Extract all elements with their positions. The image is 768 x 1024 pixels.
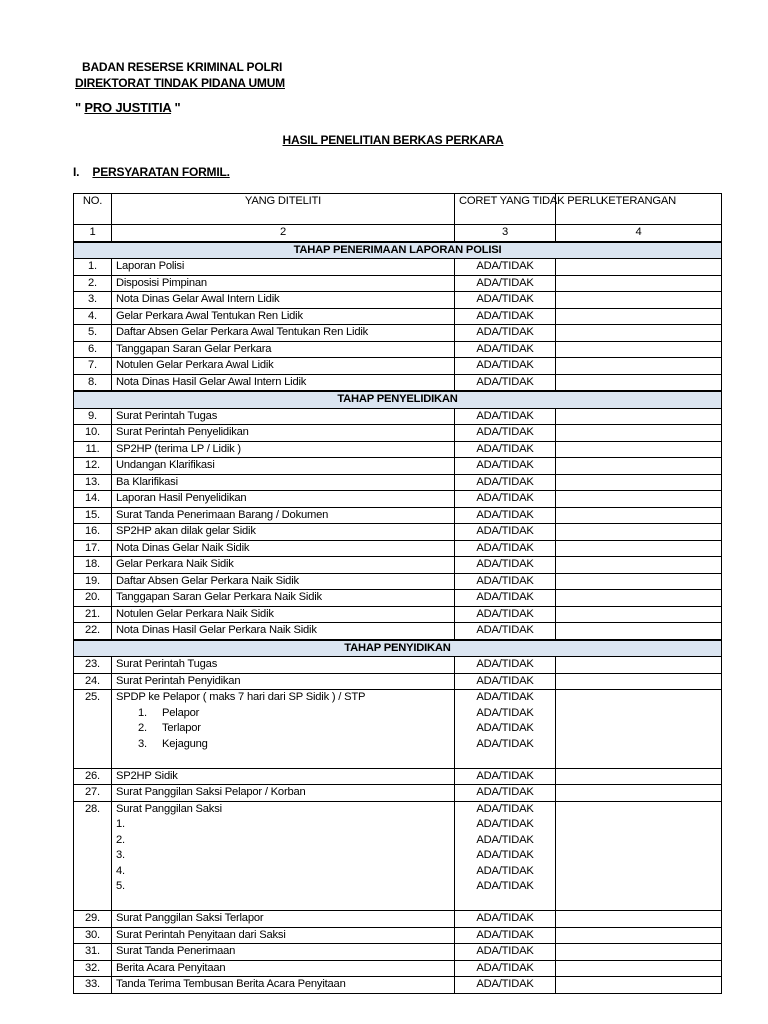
row-item	[112, 911, 455, 928]
item-label: SPDP ke Pelapor ( maks 7 hari dari SP Sidik ) / STP	[116, 691, 366, 703]
table-row	[74, 801, 722, 911]
status-option: ADA/TIDAK	[476, 326, 534, 338]
status-option: ADA/TIDAK	[476, 459, 534, 471]
row-number: 2.	[74, 275, 112, 292]
column-index-row	[74, 225, 722, 242]
row-number: 1.	[74, 259, 112, 276]
row-number: 32.	[74, 960, 112, 977]
table-header-row	[74, 194, 722, 225]
row-status	[455, 292, 556, 309]
row-status	[455, 325, 556, 342]
status-option: ADA/TIDAK	[476, 880, 534, 892]
row-note	[556, 557, 722, 574]
table-row	[74, 944, 722, 961]
table-row	[74, 673, 722, 690]
row-note	[556, 292, 722, 309]
item-label: Notulen Gelar Perkara Awal Lidik	[116, 359, 274, 371]
row-status	[455, 606, 556, 623]
row-number: 22.	[74, 623, 112, 640]
sub-item	[116, 706, 450, 722]
row-number: 27.	[74, 785, 112, 802]
sub-item-label: Kejagung	[162, 737, 208, 750]
item-label: Laporan Polisi	[116, 260, 185, 272]
row-note	[556, 927, 722, 944]
col-header-note: KETERANGAN	[556, 194, 722, 225]
blank-line	[459, 895, 551, 911]
sub-item-label: Terlapor	[162, 722, 201, 734]
item-label: Surat Panggilan Saksi Terlapor	[116, 912, 264, 924]
status-option: ADA/TIDAK	[476, 658, 534, 670]
sub-item-number: 3.	[116, 849, 125, 861]
table-row	[74, 325, 722, 342]
status-option: ADA/TIDAK	[476, 260, 534, 272]
row-note	[556, 960, 722, 977]
status-option: ADA/TIDAK	[476, 674, 534, 687]
item-label: Surat Panggilan Saksi	[116, 802, 222, 815]
section-label: PERSYARATAN FORMIL.	[92, 165, 230, 179]
row-number: 30.	[74, 927, 112, 944]
table-row	[74, 358, 722, 375]
row-note	[556, 768, 722, 785]
item-label: Nota Dinas Hasil Gelar Awal Intern Lidik	[116, 375, 307, 388]
row-note	[556, 275, 722, 292]
row-item	[112, 524, 455, 541]
row-number: 29.	[74, 911, 112, 928]
item-label: Surat Panggilan Saksi Pelapor / Korban	[116, 786, 306, 798]
row-item	[112, 657, 455, 674]
row-item	[112, 690, 455, 769]
row-item	[112, 425, 455, 442]
row-number: 8.	[74, 374, 112, 391]
table-row	[74, 768, 722, 785]
row-item	[112, 474, 455, 491]
row-number: 12.	[74, 458, 112, 475]
status-option: ADA/TIDAK	[476, 912, 534, 924]
sub-item-number: 1.	[116, 818, 125, 830]
table-row	[74, 785, 722, 802]
table-row	[74, 911, 722, 928]
table-row	[74, 491, 722, 508]
table-row	[74, 690, 722, 769]
column-index: 2	[112, 225, 455, 242]
status-option: ADA/TIDAK	[476, 525, 534, 537]
row-status	[455, 623, 556, 640]
checklist-table	[73, 193, 722, 994]
table-row	[74, 275, 722, 292]
row-item	[112, 341, 455, 358]
row-status	[455, 458, 556, 475]
row-number: 28.	[74, 801, 112, 911]
stage-row	[74, 640, 722, 657]
row-note	[556, 573, 722, 590]
table-row	[74, 557, 722, 574]
pro-justitia-label: " PRO JUSTITIA "	[75, 100, 181, 115]
item-label: Notulen Gelar Perkara Naik Sidik	[116, 607, 274, 620]
status-option: ADA/TIDAK	[476, 691, 534, 703]
row-note	[556, 341, 722, 358]
status-option: ADA/TIDAK	[476, 849, 534, 861]
row-status	[455, 341, 556, 358]
row-status	[455, 491, 556, 508]
item-label: Surat Perintah Tugas	[116, 658, 218, 670]
sub-item	[116, 737, 450, 753]
row-note	[556, 590, 722, 607]
row-status	[455, 441, 556, 458]
table-row	[74, 308, 722, 325]
item-label: Gelar Perkara Awal Tentukan Ren Lidik	[116, 309, 303, 322]
item-label: Tanggapan Saran Gelar Perkara Naik Sidik	[116, 591, 322, 603]
table-row	[74, 292, 722, 309]
row-number: 26.	[74, 768, 112, 785]
item-label: Gelar Perkara Naik Sidik	[116, 558, 234, 570]
row-status	[455, 308, 556, 325]
status-option: ADA/TIDAK	[476, 945, 534, 957]
sub-item	[116, 721, 450, 737]
status-option: ADA/TIDAK	[476, 492, 534, 504]
row-item	[112, 491, 455, 508]
row-item	[112, 623, 455, 640]
status-option: ADA/TIDAK	[476, 508, 534, 521]
status-option: ADA/TIDAK	[476, 293, 534, 305]
row-note	[556, 441, 722, 458]
item-label: SP2HP akan dilak gelar Sidik	[116, 525, 256, 537]
status-option: ADA/TIDAK	[476, 786, 534, 798]
row-number: 13.	[74, 474, 112, 491]
item-label: Daftar Absen Gelar Perkara Awal Tentukan Ren Lidik	[116, 326, 369, 338]
status-option: ADA/TIDAK	[476, 833, 534, 846]
column-index: 1	[74, 225, 112, 242]
column-index: 4	[556, 225, 722, 242]
sub-item-number: 1.	[138, 706, 147, 719]
item-label: Tanggapan Saran Gelar Perkara	[116, 342, 272, 355]
row-note	[556, 325, 722, 342]
row-number: 18.	[74, 557, 112, 574]
table-row	[74, 657, 722, 674]
row-number: 14.	[74, 491, 112, 508]
row-note	[556, 540, 722, 557]
sub-item-number: 4.	[116, 864, 125, 877]
table-row	[74, 458, 722, 475]
row-note	[556, 606, 722, 623]
row-note	[556, 944, 722, 961]
status-option: ADA/TIDAK	[476, 722, 534, 734]
table-row	[74, 960, 722, 977]
item-label: Nota Dinas Gelar Awal Intern Lidik	[116, 293, 280, 305]
table-row	[74, 927, 722, 944]
row-number: 16.	[74, 524, 112, 541]
status-option: ADA/TIDAK	[476, 558, 534, 570]
row-number: 19.	[74, 573, 112, 590]
row-status	[455, 977, 556, 994]
row-status	[455, 911, 556, 928]
agency-name: BADAN RESERSE KRIMINAL POLRI	[82, 60, 283, 74]
status-option: ADA/TIDAK	[476, 864, 534, 877]
row-note	[556, 408, 722, 425]
status-option: ADA/TIDAK	[476, 928, 534, 941]
row-status	[455, 573, 556, 590]
row-status	[455, 425, 556, 442]
item-label: Tanda Terima Tembusan Berita Acara Penyitaan	[116, 978, 346, 990]
row-note	[556, 425, 722, 442]
col-header-item: YANG DITELITI	[112, 194, 455, 225]
item-label: Berita Acara Penyitaan	[116, 961, 226, 974]
status-option: ADA/TIDAK	[476, 409, 534, 422]
stage-row	[74, 242, 722, 259]
row-item	[112, 540, 455, 557]
directorate-name: DIREKTORAT TINDAK PIDANA UMUM	[75, 76, 285, 90]
row-item	[112, 977, 455, 994]
row-item	[112, 507, 455, 524]
row-status	[455, 673, 556, 690]
status-option: ADA/TIDAK	[476, 961, 534, 974]
row-item	[112, 801, 455, 911]
table-row	[74, 259, 722, 276]
row-item	[112, 259, 455, 276]
row-number: 6.	[74, 341, 112, 358]
item-label: SP2HP (terima LP / Lidik )	[116, 442, 241, 455]
table-row	[74, 441, 722, 458]
row-number: 24.	[74, 673, 112, 690]
blank-line	[116, 752, 450, 768]
row-item	[112, 960, 455, 977]
row-item	[112, 358, 455, 375]
row-item	[112, 292, 455, 309]
item-label: Undangan Klarifikasi	[116, 459, 215, 471]
item-label: Daftar Absen Gelar Perkara Naik Sidik	[116, 574, 299, 587]
table-row	[74, 425, 722, 442]
table-row	[74, 374, 722, 391]
row-note	[556, 474, 722, 491]
row-status	[455, 275, 556, 292]
row-item	[112, 275, 455, 292]
stage-title: TAHAP PENERIMAAN LAPORAN POLISI	[74, 242, 722, 259]
item-label: Disposisi Pimpinan	[116, 276, 207, 289]
row-status	[455, 785, 556, 802]
row-number: 20.	[74, 590, 112, 607]
stage-title: TAHAP PENYIDIKAN	[74, 640, 722, 657]
row-number: 17.	[74, 540, 112, 557]
status-option: ADA/TIDAK	[476, 978, 534, 990]
row-status	[455, 927, 556, 944]
status-option: ADA/TIDAK	[476, 706, 534, 719]
status-option: ADA/TIDAK	[476, 375, 534, 388]
item-label: Surat Tanda Penerimaan	[116, 945, 236, 957]
status-option: ADA/TIDAK	[476, 342, 534, 355]
row-status	[455, 507, 556, 524]
table-row	[74, 623, 722, 640]
row-item	[112, 768, 455, 785]
row-note	[556, 977, 722, 994]
row-item	[112, 573, 455, 590]
row-item	[112, 441, 455, 458]
table-row	[74, 573, 722, 590]
row-item	[112, 590, 455, 607]
table-row	[74, 507, 722, 524]
sub-item-number: 2.	[116, 833, 125, 846]
status-option: ADA/TIDAK	[476, 276, 534, 289]
row-note	[556, 308, 722, 325]
status-option: ADA/TIDAK	[476, 607, 534, 620]
row-status	[455, 557, 556, 574]
row-note	[556, 673, 722, 690]
col-header-status: CORET YANG TIDAK PERLU	[455, 194, 556, 225]
item-label: Surat Tanda Penerimaan Barang / Dokumen	[116, 508, 329, 521]
row-number: 4.	[74, 308, 112, 325]
table-row	[74, 474, 722, 491]
row-number: 10.	[74, 425, 112, 442]
row-item	[112, 927, 455, 944]
table-row	[74, 408, 722, 425]
row-status	[455, 358, 556, 375]
row-note	[556, 657, 722, 674]
row-number: 7.	[74, 358, 112, 375]
row-item	[112, 606, 455, 623]
status-option: ADA/TIDAK	[476, 442, 534, 455]
sub-item-label: Pelapor	[162, 706, 200, 719]
row-item	[112, 458, 455, 475]
status-option: ADA/TIDAK	[476, 769, 534, 782]
item-label: Nota Dinas Hasil Gelar Perkara Naik Sidik	[116, 624, 317, 636]
row-status	[455, 960, 556, 977]
row-status	[455, 657, 556, 674]
row-note	[556, 491, 722, 508]
row-note	[556, 801, 722, 911]
row-number: 33.	[74, 977, 112, 994]
status-option: ADA/TIDAK	[476, 574, 534, 587]
sub-item-number: 5.	[116, 880, 125, 892]
row-note	[556, 358, 722, 375]
sub-item-number: 2.	[138, 722, 147, 734]
blank-line	[459, 752, 551, 768]
row-status	[455, 524, 556, 541]
status-option: ADA/TIDAK	[476, 359, 534, 371]
section-number: I.	[73, 165, 80, 179]
item-label: Surat Perintah Penyitaan dari Saksi	[116, 928, 286, 941]
row-note	[556, 911, 722, 928]
item-label: Surat Perintah Tugas	[116, 409, 218, 422]
row-item	[112, 308, 455, 325]
row-status	[455, 690, 556, 769]
status-option: ADA/TIDAK	[476, 818, 534, 830]
table-row	[74, 540, 722, 557]
status-option: ADA/TIDAK	[476, 802, 534, 815]
status-option: ADA/TIDAK	[476, 591, 534, 603]
table-row	[74, 524, 722, 541]
row-number: 11.	[74, 441, 112, 458]
row-status	[455, 408, 556, 425]
blank-line	[116, 895, 450, 911]
row-item	[112, 374, 455, 391]
table-row	[74, 341, 722, 358]
item-label: Surat Perintah Penyidikan	[116, 674, 241, 687]
item-label: SP2HP Sidik	[116, 769, 178, 782]
row-number: 9.	[74, 408, 112, 425]
row-item	[112, 557, 455, 574]
row-item	[112, 325, 455, 342]
row-number: 31.	[74, 944, 112, 961]
row-note	[556, 785, 722, 802]
section-heading	[73, 165, 230, 179]
stage-row	[74, 391, 722, 408]
table-row	[74, 977, 722, 994]
row-status	[455, 259, 556, 276]
status-option: ADA/TIDAK	[476, 541, 534, 554]
row-note	[556, 507, 722, 524]
stage-title: TAHAP PENYELIDIKAN	[74, 391, 722, 408]
column-index: 3	[455, 225, 556, 242]
row-status	[455, 474, 556, 491]
item-label: Nota Dinas Gelar Naik Sidik	[116, 541, 250, 554]
item-label: Laporan Hasil Penyelidikan	[116, 492, 247, 504]
col-header-no: NO.	[74, 194, 112, 225]
row-status	[455, 801, 556, 911]
table-row	[74, 590, 722, 607]
row-item	[112, 944, 455, 961]
row-note	[556, 690, 722, 769]
row-note	[556, 524, 722, 541]
status-option: ADA/TIDAK	[476, 475, 534, 488]
row-item	[112, 673, 455, 690]
row-number: 21.	[74, 606, 112, 623]
row-item	[112, 785, 455, 802]
row-status	[455, 944, 556, 961]
table-row	[74, 606, 722, 623]
item-label: Ba Klarifikasi	[116, 475, 178, 488]
item-label: Surat Perintah Penyelidikan	[116, 426, 249, 438]
status-option: ADA/TIDAK	[476, 624, 534, 636]
row-note	[556, 259, 722, 276]
table-body	[74, 242, 722, 994]
row-status	[455, 540, 556, 557]
row-status	[455, 374, 556, 391]
status-option: ADA/TIDAK	[476, 737, 534, 750]
status-option: ADA/TIDAK	[476, 309, 534, 322]
row-number: 3.	[74, 292, 112, 309]
row-number: 25.	[74, 690, 112, 769]
row-note	[556, 458, 722, 475]
row-note	[556, 374, 722, 391]
row-item	[112, 408, 455, 425]
document-title: HASIL PENELITIAN BERKAS PERKARA	[282, 133, 504, 147]
sub-item-number: 3.	[138, 737, 147, 750]
row-number: 15.	[74, 507, 112, 524]
row-status	[455, 590, 556, 607]
row-number: 23.	[74, 657, 112, 674]
row-status	[455, 768, 556, 785]
row-number: 5.	[74, 325, 112, 342]
row-note	[556, 623, 722, 640]
status-option: ADA/TIDAK	[476, 426, 534, 438]
